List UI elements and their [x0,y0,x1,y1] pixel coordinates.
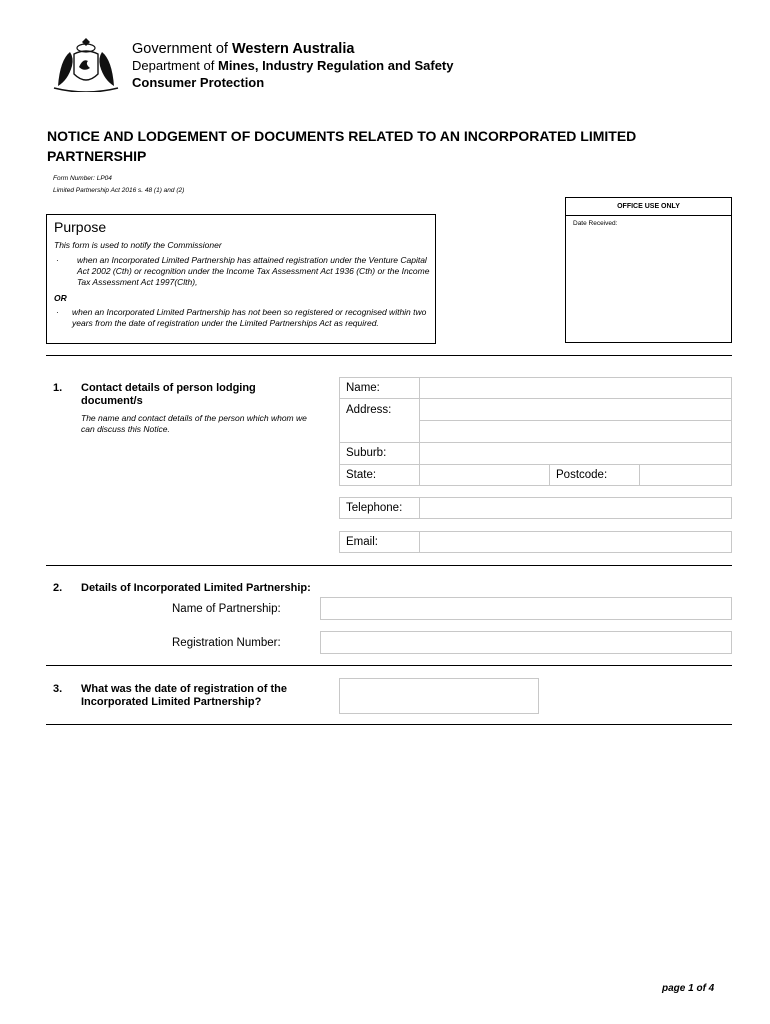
purpose-or: OR [54,293,67,303]
grid-line [639,464,640,486]
grid-line [419,531,420,553]
act-reference: Limited Partnership Act 2016 s. 48 (1) and (2) [53,187,185,194]
registration-number-input[interactable] [320,631,732,654]
address-input-line-2[interactable] [421,422,730,441]
grid-line [339,464,732,465]
partnership-name-label: Name of Partnership: [172,603,281,615]
section-1-number: 1. [53,382,63,394]
name-input[interactable] [421,379,730,397]
email-label: Email: [346,536,378,548]
email-input[interactable] [421,533,730,551]
grid-line [419,377,420,486]
purpose-title: Purpose [54,219,107,235]
suburb-input[interactable] [421,444,730,463]
purpose-intro: This form is used to notify the Commissioner [54,240,222,250]
postcode-input[interactable] [641,466,730,485]
address-label: Address: [346,404,392,416]
government-name: Government of Western Australia [132,41,355,57]
partnership-name-input[interactable] [320,597,732,620]
department-name: Department of Mines, Industry Regulation and Safety [132,58,454,73]
address-input-line-1[interactable] [421,400,730,419]
registration-date-input[interactable] [339,678,539,714]
divider [46,565,732,566]
purpose-item-1: when an Incorporated Limited Partnership has attained registration under the Venture Capital Act 2002 (Cth) or recognition under the Income Tax Assessment Act 1936 (Cth) or the Income Tax Assessment Act 1997(Clth), [77,255,430,287]
section-2-heading: Details of Incorporated Limited Partnership: [81,582,311,594]
section-3-heading: What was the date of registration of the Incorporated Limited Partnership? [81,683,287,708]
bullet-icon: · [56,255,59,265]
purpose-item-2: when an Incorporated Limited Partnership has not been so registered or recognised within two years from the date of registration under the Limited Partnerships Act as required. [72,307,427,328]
office-use-box [565,197,732,343]
division-name: Consumer Protection [132,75,265,90]
grid-line [419,497,420,519]
grid-line [419,420,732,421]
wa-government-crest-logo [48,34,124,92]
purpose-box [46,214,436,344]
state-input[interactable] [421,466,547,485]
divider [46,665,732,666]
section-2-number: 2. [53,582,63,594]
postcode-label: Postcode: [556,469,608,481]
form-title: NOTICE AND LODGEMENT OF DOCUMENTS RELATED TO AN INCORPORATED LIMITED PARTNERSHIP [47,128,637,164]
grid-line [339,398,732,399]
registration-number-label: Registration Number: [172,637,281,649]
section-1-heading: Contact details of person lodging document/s [81,382,256,407]
office-use-heading: OFFICE USE ONLY [566,198,731,216]
divider [46,724,732,725]
date-received-label: Date Received: [573,220,618,227]
telephone-label: Telephone: [346,502,403,514]
state-label: State: [346,469,377,481]
grid-line [549,464,550,486]
divider [46,355,732,356]
suburb-label: Suburb: [346,447,387,459]
form-number: Form Number: LP04 [53,175,112,182]
section-1-subtext: The name and contact details of the person which whom we can discuss this Notice. [81,413,307,434]
telephone-input[interactable] [421,499,730,517]
grid-line [339,442,732,443]
page-number: page 1 of 4 [662,983,715,994]
name-label: Name: [346,382,380,394]
bullet-icon: · [56,307,59,317]
section-3-number: 3. [53,683,63,695]
